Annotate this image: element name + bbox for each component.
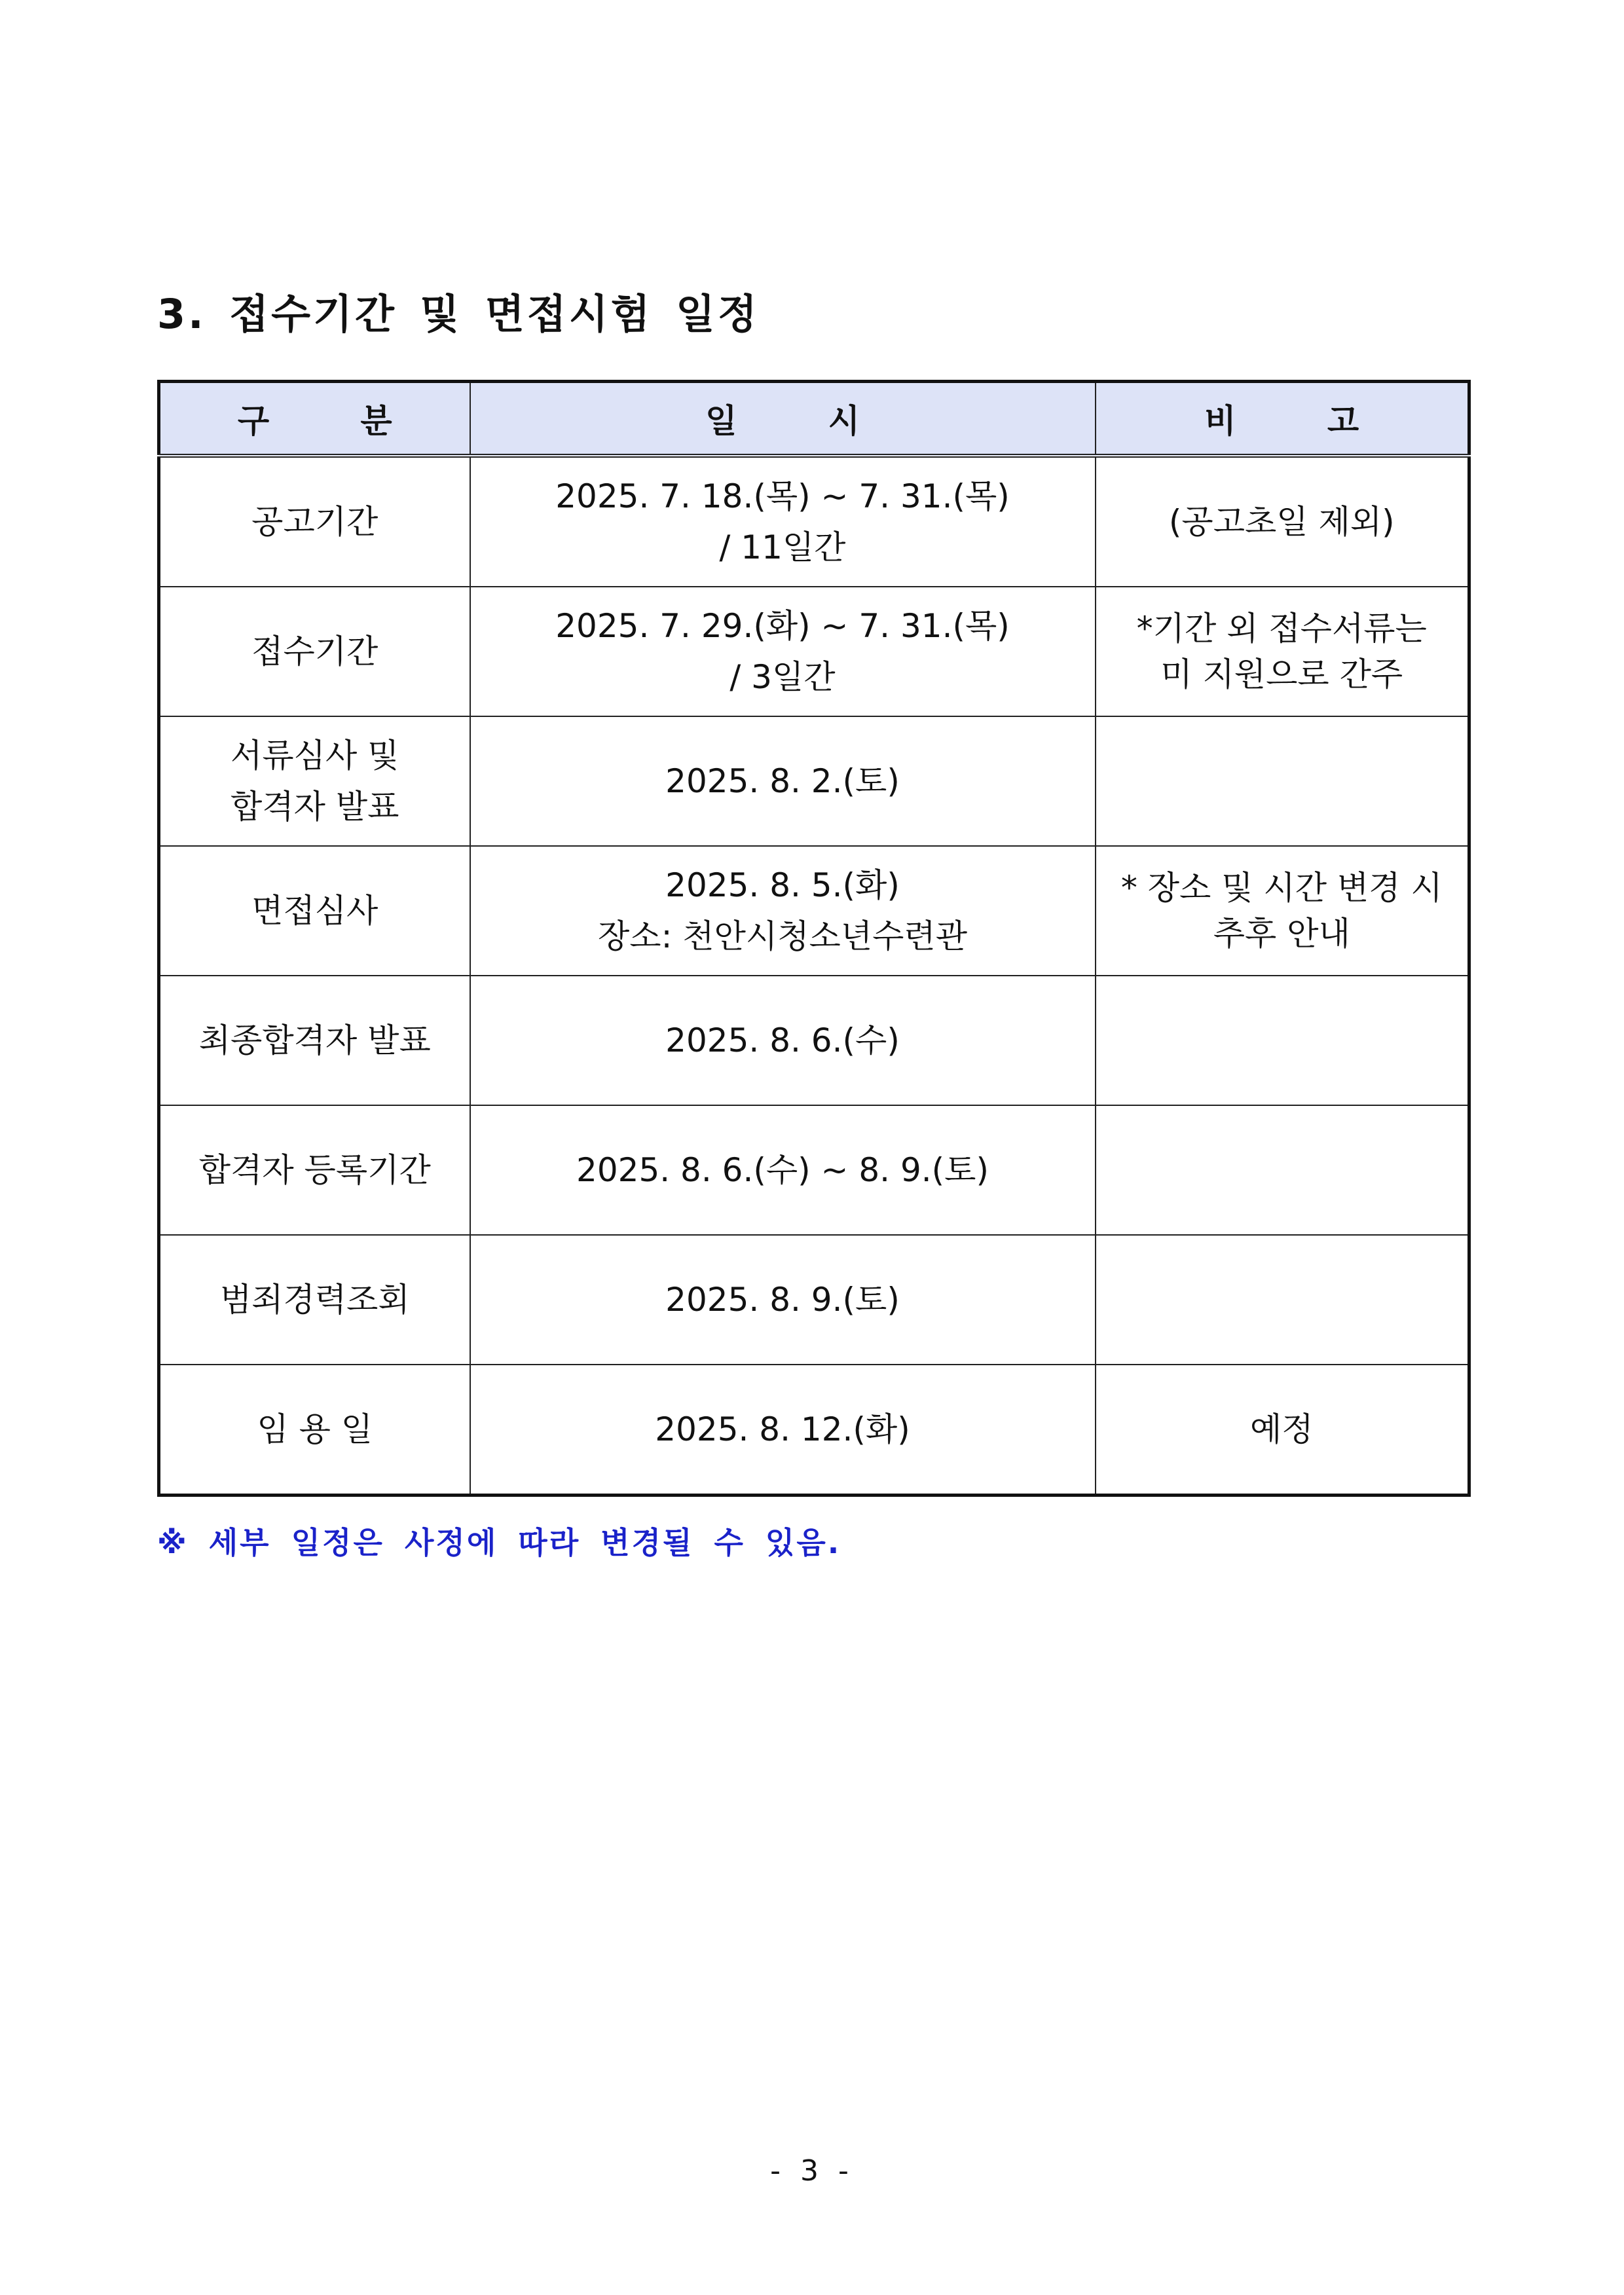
datetime-cell (470, 716, 1096, 846)
datetime-text: 2025. 8. 6.(수) (665, 1021, 900, 1059)
footnote: ※ 세부 일정은 사정에 따라 변경될 수 있음. (157, 1525, 841, 1560)
section-title: 3. 접수기간 및 면접시험 일정 (157, 290, 760, 338)
schedule-table (157, 380, 1471, 1497)
datetime-text: 2025. 7. 29.(화) ~ 7. 31.(목) (555, 607, 1010, 645)
table-row (159, 846, 1469, 976)
header-remarks (1096, 382, 1469, 456)
datetime-cell (470, 1105, 1096, 1235)
datetime-text: 2025. 8. 5.(화) (665, 866, 900, 904)
remarks-text: *기간 외 접수서류는 (1136, 610, 1427, 648)
remarks-cell (1096, 1235, 1469, 1365)
remarks-text: 추후 안내 (1213, 915, 1350, 953)
header-remarks-label: 비 고 (1204, 402, 1359, 440)
category-text: 범죄경력조회 (219, 1281, 410, 1319)
datetime-cell (470, 976, 1096, 1105)
header-category (159, 382, 470, 456)
category-cell (159, 1235, 470, 1365)
category-text: 합격자 발표 (231, 788, 399, 826)
header-category-label: 구 분 (237, 402, 392, 440)
table-row (159, 1105, 1469, 1235)
table-row (159, 976, 1469, 1105)
table-row (159, 587, 1469, 716)
remarks-cell (1096, 1105, 1469, 1235)
remarks-cell (1096, 846, 1469, 976)
category-cell (159, 1105, 470, 1235)
datetime-text: 2025. 8. 12.(화) (655, 1410, 910, 1448)
table-row (159, 456, 1469, 587)
category-cell (159, 846, 470, 976)
table-header-row (159, 382, 1469, 456)
schedule-table-body (159, 456, 1469, 1496)
remarks-text: 예정 (1249, 1410, 1314, 1448)
page-number: - 3 - (770, 2154, 854, 2188)
datetime-cell (470, 846, 1096, 976)
remarks-text: (공고초일 제외) (1168, 503, 1395, 541)
category-text: 임 용 일 (257, 1410, 373, 1448)
table-row (159, 716, 1469, 846)
datetime-text: / 3일간 (729, 658, 836, 696)
datetime-text: 2025. 8. 9.(토) (665, 1281, 900, 1319)
datetime-cell (470, 1235, 1096, 1365)
datetime-cell (470, 587, 1096, 716)
table-row (159, 1235, 1469, 1365)
remarks-cell (1096, 716, 1469, 846)
remarks-cell (1096, 587, 1469, 716)
table-row (159, 1365, 1469, 1496)
datetime-text: 장소: 천안시청소년수련관 (597, 917, 968, 955)
remarks-cell (1096, 976, 1469, 1105)
remarks-cell (1096, 456, 1469, 587)
category-cell (159, 716, 470, 846)
category-text: 서류심사 및 (231, 737, 399, 775)
category-cell (159, 456, 470, 587)
category-cell (159, 976, 470, 1105)
remarks-text: * 장소 및 시간 변경 시 (1120, 869, 1443, 907)
datetime-text: / 11일간 (719, 528, 846, 566)
category-text: 접수기간 (251, 633, 378, 670)
datetime-text: 2025. 7. 18.(목) ~ 7. 31.(목) (555, 477, 1010, 515)
category-cell (159, 1365, 470, 1496)
category-text: 면접심사 (251, 892, 378, 930)
datetime-text: 2025. 8. 2.(토) (665, 762, 900, 800)
datetime-text: 2025. 8. 6.(수) ~ 8. 9.(토) (576, 1151, 989, 1189)
remarks-text: 미 지원으로 간주 (1160, 655, 1403, 693)
category-cell (159, 587, 470, 716)
datetime-cell (470, 456, 1096, 587)
category-text: 합격자 등록기간 (198, 1151, 431, 1189)
category-text: 최종합격자 발표 (198, 1021, 431, 1059)
header-datetime-label: 일 시 (705, 402, 860, 440)
header-datetime (470, 382, 1096, 456)
datetime-cell (470, 1365, 1096, 1496)
category-text: 공고기간 (251, 503, 378, 541)
remarks-cell (1096, 1365, 1469, 1496)
